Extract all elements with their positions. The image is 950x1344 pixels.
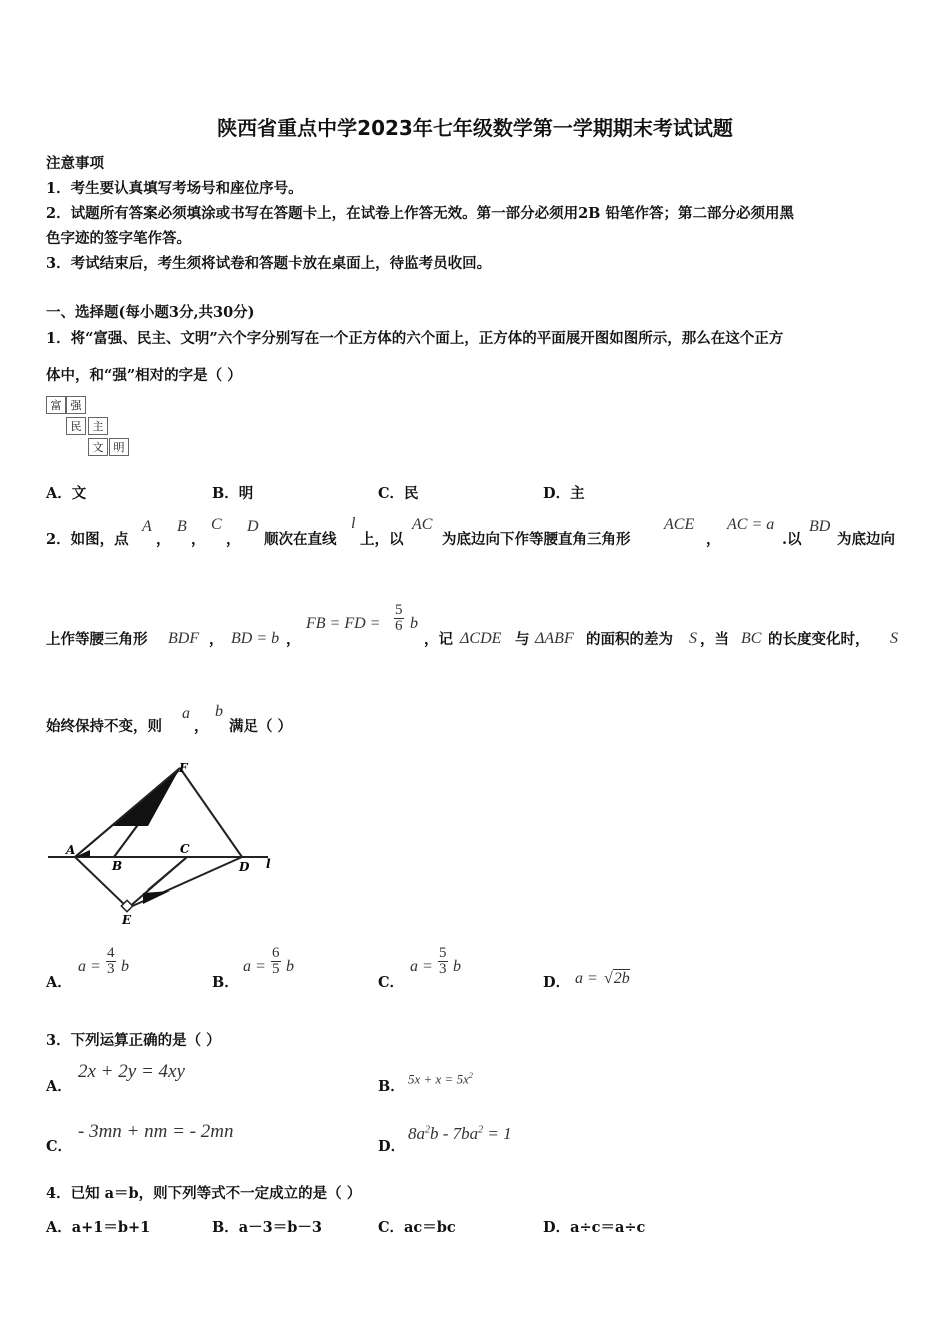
q3-option-c-label: C． [46,1138,73,1155]
q2-option-b-label: B． [212,974,239,991]
q2-option-d-label: D． [543,974,571,991]
q2-text: ，记 [424,631,453,648]
q2-option-a-lhs: a = [78,958,101,975]
q2-option-b-rhs: b [286,958,294,975]
fraction-numerator: 4 [107,945,115,961]
expr-exponent: 2 [425,1124,430,1136]
q1-stem-line1: 1．将“富强、民主、文明”六个字分别写在一个正方体的六个面上，正方体的平面展开图如图所示，那么在这个正方 [46,330,784,347]
q2-text: 始终保持不变，则 [46,718,162,735]
q2-var-bd: BD [809,518,831,535]
q2-ac-eq-a: AC = a [727,516,775,533]
expr-part: = 1 [483,1124,512,1143]
net-cell: 文 [88,438,108,456]
q2-var-ac: AC [412,516,433,533]
q2-option-c-rhs: b [453,958,461,975]
q2-var-b-small: b [215,703,223,720]
q2-var-d: D [247,518,259,535]
q3-option-a-expr: 2x + 2y = 4xy [78,1061,185,1082]
q1-option-b: B．明 [212,485,254,502]
page-title: 陕西省重点中学2023年七年级数学第一学期期末考试试题 [217,116,733,140]
net-cell: 强 [66,396,86,414]
q3-option-b-expr [408,1071,473,1087]
q2-var-ace: ACE [664,516,695,533]
q2-text: .以 [782,531,802,548]
q4-option-b: B．a－3＝b－3 [212,1219,322,1236]
fraction-denominator: 5 [272,961,280,977]
fig-label-l: l [266,857,271,871]
q2-text: 上作等腰三角形 [46,631,148,648]
q2-var-b: B [177,518,187,535]
q2-option-a-fraction [106,946,116,977]
expr-part: 5x + x = 5x [408,1071,469,1087]
q3-option-d-label: D． [378,1138,406,1155]
notice-item: 3．考试结束后，考生须将试卷和答题卡放在桌面上，待监考员收回。 [46,255,492,272]
q2-option-a-rhs: b [121,958,129,975]
q1-option-c: C．民 [378,485,419,502]
net-cell: 主 [88,417,108,435]
net-cell: 富 [46,396,66,414]
q2-var-a-small: a [182,705,190,722]
q2-comma: ， [286,631,301,648]
net-cell: 明 [109,438,129,456]
q2-option-d-sqrt [604,970,630,988]
q2-geometry-figure [44,760,276,930]
q2-comma: ， [706,531,721,548]
notice-item: 色字迹的签字笔作答。 [46,230,191,247]
fig-label-a: A [66,843,76,857]
q4-option-d: D．a÷c＝a÷c [543,1219,646,1236]
q2-triangle-cde: ΔCDE [460,630,502,647]
fraction-denominator: 6 [395,618,403,634]
q2-triangle-abf: ΔABF [535,630,574,647]
q4-stem: 4．已知 a＝b，则下列等式不一定成立的是（ ） [46,1185,362,1202]
q2-text: ，当 [700,631,729,648]
q1-option-a: A．文 [46,485,87,502]
fig-label-e: E [122,913,132,927]
q2-text: 与 [515,631,530,648]
expr-part: 8a [408,1124,425,1143]
q2-text: 为底边向 [837,531,895,548]
section-heading: 一、选择题(每小题3分,共30分) [46,304,255,321]
q2-text: 的面积的差为 [586,631,673,648]
q2-var-bdf: BDF [168,630,200,647]
q2-option-c-label: C． [378,974,405,991]
q4-option-a: A．a+1＝b+1 [46,1219,151,1236]
q4-option-c: C．ac＝bc [378,1219,456,1236]
q2-text: 为底边向下作等腰直角三角形 [442,531,631,548]
q2-var-s: S [890,630,898,647]
sqrt-icon: √ [604,970,613,987]
notice-item: 1．考生要认真填写考场号和座位序号。 [46,180,303,197]
q2-var-a: A [142,518,152,535]
q2-fb-fd: FB = FD = [306,615,381,632]
fig-label-b: B [112,859,123,873]
q2-option-c-fraction [438,946,448,977]
q2-fraction-5-6 [394,603,404,634]
q2-var-c: C [211,516,222,533]
q3-stem: 3．下列运算正确的是（ ） [46,1032,221,1049]
notice-item: 2．试题所有答案必须填涂或书写在答题卡上，在试卷上作答无效。第一部分必须用2B 铅笔作答；第二部分必须用黑 [46,205,794,222]
q2-var-bc: BC [741,630,762,647]
q3-option-d-expr [408,1124,512,1144]
q2-option-c-lhs: a = [410,958,433,975]
q3-option-b-label: B． [378,1078,405,1095]
q1-option-d: D．主 [543,485,585,502]
fraction-numerator: 6 [272,945,280,961]
q2-text: 满足（ ） [229,718,293,735]
q2-var-b: b [410,615,418,632]
expr-exponent: 2 [468,1071,473,1080]
q2-option-a-label: A． [46,974,72,991]
fraction-denominator: 3 [439,961,447,977]
radicand: 2b [613,970,630,987]
q2-comma: ， [226,531,241,548]
expr-exponent: 2 [478,1124,484,1136]
fraction-numerator: 5 [439,945,447,961]
notice-heading: 注意事项 [46,155,104,172]
q3-option-c-expr: - 3mn + nm = - 2mn [78,1121,234,1142]
q2-comma: ， [209,631,224,648]
q2-comma: ， [191,531,206,548]
q1-stem-line2: 体中，和“强”相对的字是（ ） [46,367,242,384]
fig-label-f: F [179,761,188,775]
q2-text: 上，以 [360,531,404,548]
q2-text: 的长度变化时， [768,631,870,648]
q2-var-l: l [351,515,356,532]
q2-option-d-lhs: a = [575,970,598,987]
q2-text: 顺次在直线 [264,531,337,548]
fig-label-c: C [180,842,190,856]
q3-option-a-label: A． [46,1078,72,1095]
q2-option-b-fraction [271,946,281,977]
fraction-numerator: 5 [395,602,403,618]
q2-var-s: S [689,630,697,647]
q2-comma: ， [156,531,171,548]
fig-label-d: D [239,860,250,874]
fraction-denominator: 3 [107,961,115,977]
net-cell: 民 [66,417,86,435]
expr-part: b - 7ba [430,1124,479,1143]
q2-bd-eq-b: BD = b [231,630,280,647]
q2-text: 2．如图，点 [46,531,129,548]
q2-comma: ， [194,718,209,735]
q2-option-b-lhs: a = [243,958,266,975]
